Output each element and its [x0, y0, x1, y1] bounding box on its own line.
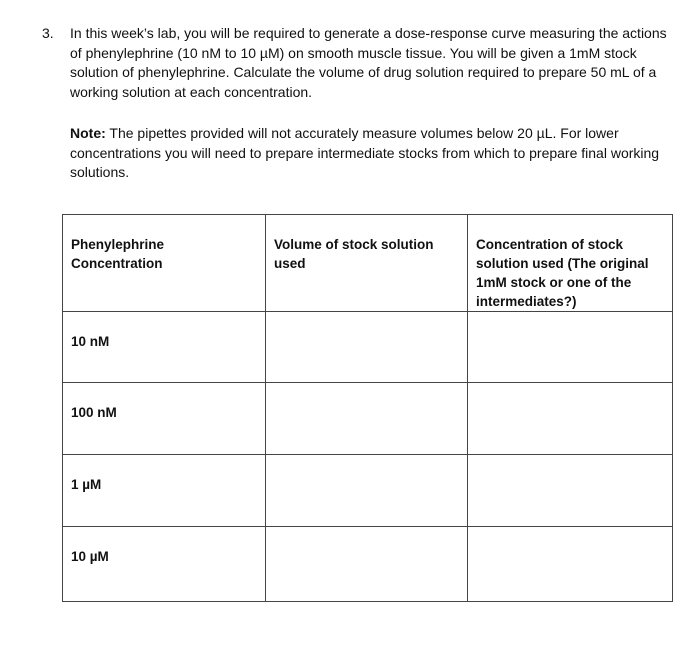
cell-volume[interactable] — [266, 383, 468, 455]
table-row — [63, 312, 673, 383]
note-text: The pipettes provided will not accurately measure volumes below 20 µL. For lower concentrations you will need to prepare intermediate stocks from which to prepare final working solutions. — [70, 125, 660, 180]
table-row — [63, 527, 673, 602]
cell-volume[interactable] — [266, 455, 468, 527]
cell-concentration: 10 µM — [63, 527, 266, 602]
table-row — [63, 455, 673, 527]
question-number: 3. — [42, 25, 54, 41]
header-concentration: Phenylephrine Concentration — [63, 215, 266, 312]
cell-stock[interactable] — [468, 455, 673, 527]
cell-concentration: 1 µM — [63, 455, 266, 527]
table-row — [63, 383, 673, 455]
cell-volume[interactable] — [266, 312, 468, 383]
question-text: In this week’s lab, you will be required to generate a dose-response curve measuring the actions of phenylephrine (10 nM to 10 µM) on smooth muscle tissue. You will be given a 1mM stock solution of phenylephrine. Calculate the volume of drug solution required to prepare 50 mL of a working solution at each concentration. — [70, 25, 667, 100]
cell-volume[interactable] — [266, 527, 468, 602]
table-header-row — [63, 215, 673, 312]
cell-concentration: 100 nM — [63, 383, 266, 455]
header-volume: Volume of stock solution used — [266, 215, 468, 312]
dose-response-table — [62, 214, 673, 602]
cell-stock[interactable] — [468, 383, 673, 455]
header-stock-concentration: Concentration of stock solution used (The original 1mM stock or one of the intermediates?) — [468, 215, 673, 312]
note-paragraph — [70, 124, 682, 183]
cell-concentration: 10 nM — [63, 312, 266, 383]
cell-stock[interactable] — [468, 527, 673, 602]
note-label: Note: — [70, 125, 106, 141]
cell-stock[interactable] — [468, 312, 673, 383]
